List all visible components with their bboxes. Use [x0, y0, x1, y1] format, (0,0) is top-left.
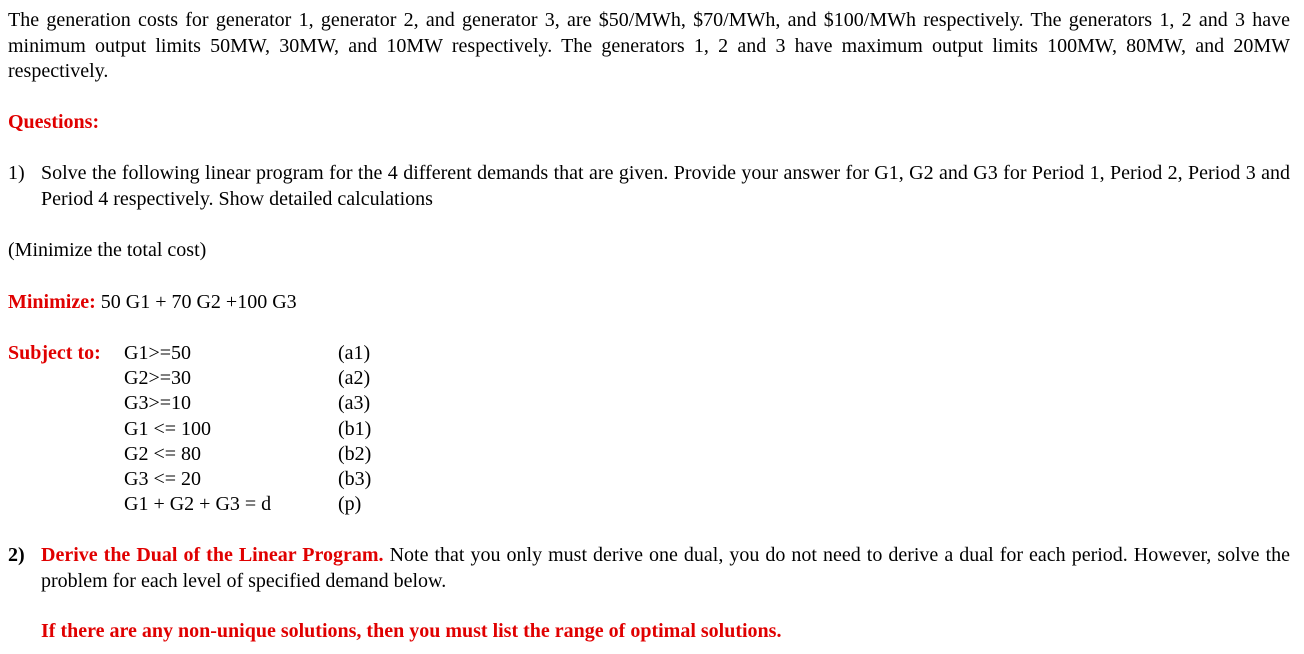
constraint-tag: (p) [338, 493, 362, 515]
constraint-row [124, 341, 394, 366]
constraint-expression: G2 <= 80 [124, 443, 202, 465]
constraint-row [124, 366, 394, 391]
constraint-tag: (b2) [338, 443, 372, 465]
constraint-tag: (a3) [338, 392, 371, 414]
question-2-text [41, 543, 1290, 594]
constraint-row [124, 417, 394, 442]
constraint-expression: G1 + G2 + G3 = d [124, 493, 272, 515]
constraint-expression: G3>=10 [124, 392, 192, 414]
questions-heading: Questions: [8, 111, 100, 133]
constraint-tag: (b1) [338, 418, 372, 440]
constraint-row [124, 391, 394, 416]
constraint-tag: (b3) [338, 468, 372, 490]
question-2-body: Note that you only must derive one dual, you do not need to derive a dual for each period. However, solve the problem for each level of specified demand below. [41, 544, 1290, 592]
constraint-row [124, 492, 394, 517]
question-1-number: 1) [8, 162, 25, 184]
constraint-tag: (a2) [338, 367, 371, 389]
intro-paragraph: The generation costs for generator 1, generator 2, and generator 3, are $50/MWh, $70/MWh, and $100/MWh respectively. The generators 1, 2 and 3 have minimum output limits 50MW, 30MW, and 10MW respectively. The generators 1, 2 and 3 have maximum output limits 100MW, 80MW, and 20MW respectively. [8, 9, 1290, 82]
constraint-row [124, 467, 394, 492]
constraints-label: Subject to: [8, 342, 101, 364]
question-1-text: Solve the following linear program for the 4 different demands that are given. Provide your answer for G1, G2 and G3 for Period 1, Period 2, Period 3 and Period 4 respectively. Show detailed calculations [41, 162, 1290, 210]
objective-line [8, 290, 297, 315]
question-2-note: If there are any non-unique solutions, then you must list the range of optimal solutions. [41, 620, 782, 642]
constraint-row [124, 442, 394, 467]
question-2-number: 2) [8, 544, 25, 566]
question-2-highlight: Derive the Dual of the Linear Program. [41, 544, 384, 566]
minimize-note: (Minimize the total cost) [8, 239, 207, 261]
constraint-expression: G3 <= 20 [124, 468, 202, 490]
constraint-expression: G2>=30 [124, 367, 192, 389]
constraint-tag: (a1) [338, 342, 371, 364]
constraint-expression: G1>=50 [124, 342, 192, 364]
objective-expression: 50 G1 + 70 G2 +100 G3 [100, 291, 297, 313]
objective-label: Minimize: [8, 291, 96, 313]
constraint-expression: G1 <= 100 [124, 418, 212, 440]
